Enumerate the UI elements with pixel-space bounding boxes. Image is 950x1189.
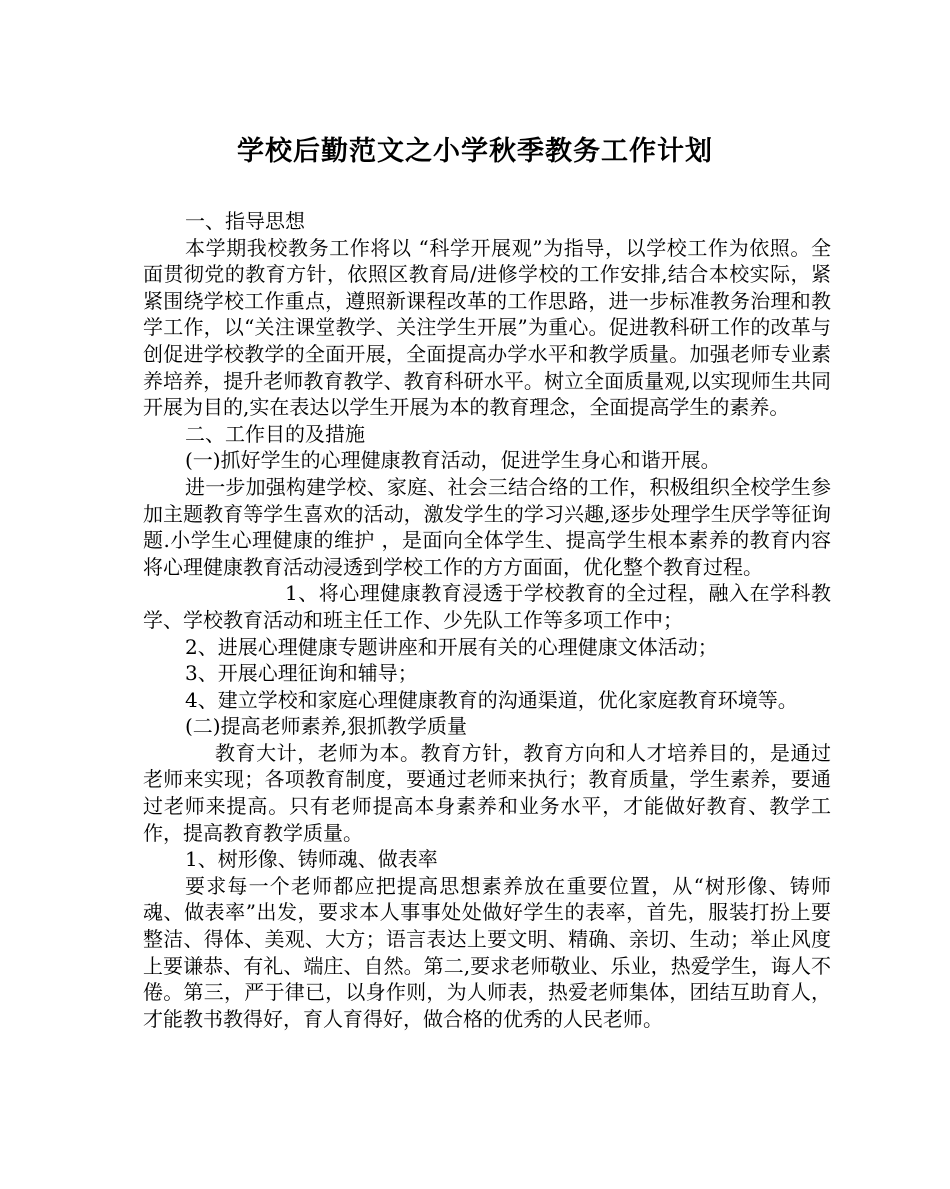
section-heading-goals-measures: 二、工作目的及措施 [185, 421, 365, 446]
subsection-heading-teacher-quality: (二)提高老师素养,狠抓教学质量 [185, 714, 467, 739]
list-item: 1、将心理健康教育浸透于学校教育的全过程，融入在学科教学、学校教育活动和班主任工作、少先队工作等多项工作中； [143, 581, 831, 632]
paragraph: 教育大计，老师为本。教育方针，教育方向和人才培养目的，是通过老师来实现；各项教育制度，要通过老师来执行；教育质量，学生素养，要通过老师来提高。只有老师提高本身素养和业务水平，才能做好教育、教学工作，提高教育教学质量。 [143, 740, 831, 845]
section-heading-guiding-thought: 一、指导思想 [185, 209, 305, 233]
list-item: 4、建立学校和家庭心理健康教育的沟通渠道，优化家庭教育环境等。 [185, 687, 798, 712]
list-item: 2、进展心理健康专题讲座和开展有关的心理健康文体活动； [185, 634, 718, 659]
list-item: 1、树形像、铸师魂、做表率 [185, 847, 438, 872]
subsection-heading-mental-health: (一)抓好学生的心理健康教育活动，促进学生身心和谐开展。 [185, 448, 721, 473]
list-item: 3、开展心理征询和辅导； [185, 661, 418, 686]
paragraph: 要求每一个老师都应把提高思想素养放在重要位置，从“树形像、铸师魂、做表率”出发，要求本人事事处处做好学生的表率，首先，服装打扮上要整洁、得体、美观、大方；语言表达上要文明、精确、亲切、生动；举止风度上要谦恭、有礼、端庄、自然。第二,要求老师敬业、乐业，热爱学生，诲人不倦。第三，严于律已，以身作则，为人师表，热爱老师集体，团结互助育人，才能教书教得好，育人育得好，做合格的优秀的人民老师。 [143, 873, 831, 1031]
document-body [143, 208, 831, 1032]
paragraph: 本学期我校教务工作将以 “科学开展观”为指导，以学校工作为依照。全面贯彻党的教育方针，依照区教育局/进修学校的工作安排,结合本校实际，紧紧围绕学校工作重点，遵照新课程改革的工作思路，进一步标准教务治理和教学工作，以“关注课堂教学、关注学生开展”为重心。促进教科研工作的改革与创促进学校教学的全面开展，全面提高办学水平和教学质量。加强老师专业素养培养，提升老师教育教学、教育科研水平。树立全面质量观,以实现师生共同开展为目的,实在表达以学生开展为本的教育理念，全面提高学生的素养。 [143, 235, 831, 420]
paragraph: 进一步加强构建学校、家庭、社会三结合络的工作，积极组织全校学生参加主题教育等学生喜欢的活动，激发学生的学习兴趣,逐步处理学生厌学等征询题.小学生心理健康的维护 ，是面向全体学生、提高学生根本素养的教育内容将心理健康教育活动浸透到学校工作的方方面面，优化整个教育过程。 [143, 474, 831, 579]
document-title: 学校后勤范文之小学秋季教务工作计划 [237, 136, 713, 167]
